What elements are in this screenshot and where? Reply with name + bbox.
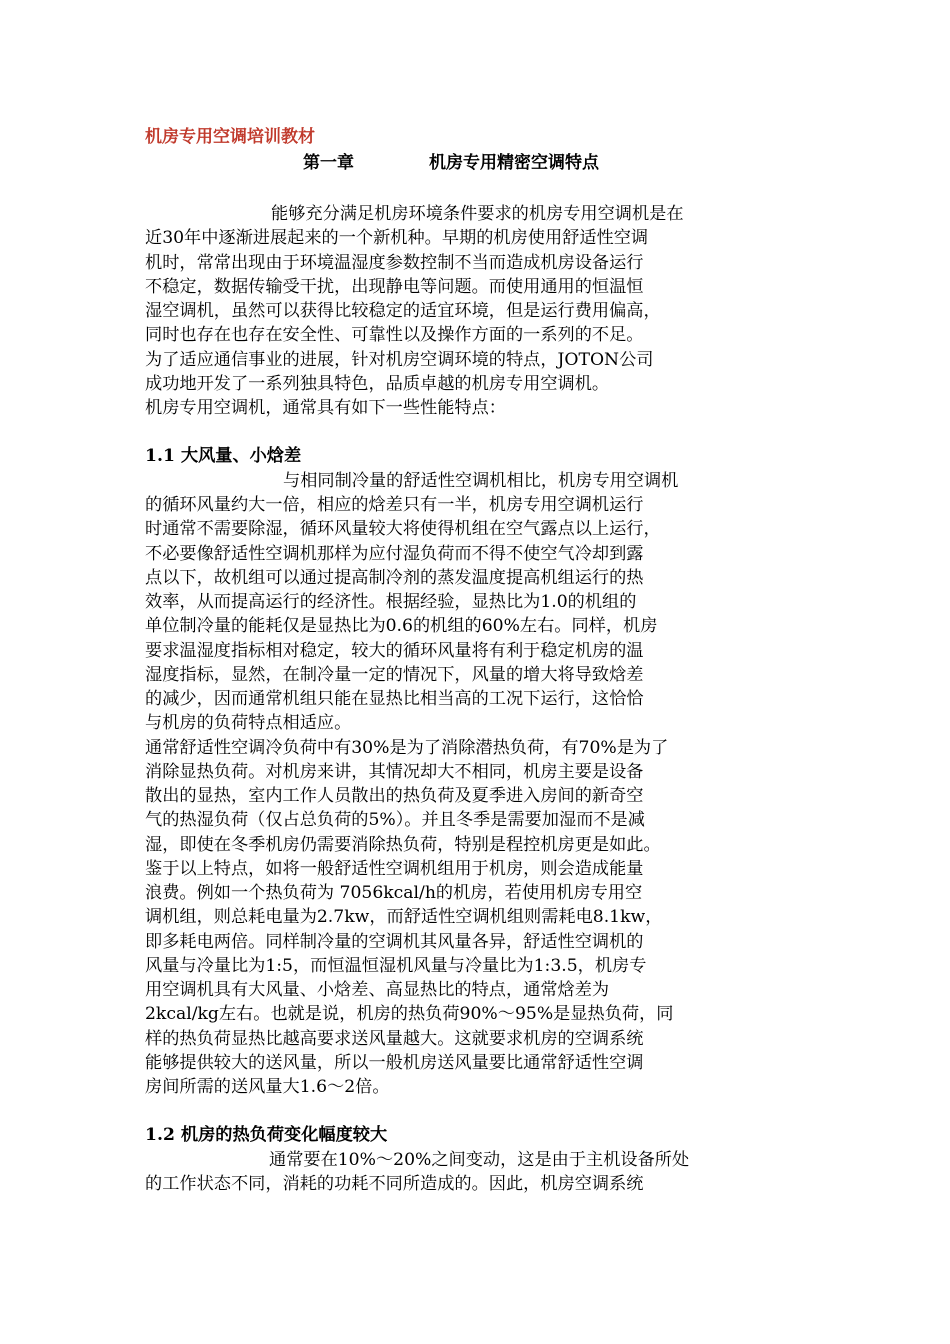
text-line: 即多耗电两倍。同样制冷量的空调机其风量各异，舒适性空调机的 xyxy=(145,931,644,952)
text-line: 湿空调机，虽然可以获得比较稳定的适宜环境，但是运行费用偏高， xyxy=(145,301,661,321)
section-1-2-paragraph xyxy=(145,1148,805,1197)
text-line: 2kcal/kg左右。也就是说，机房的热负荷90%～95%是显热负荷，同 xyxy=(145,1004,674,1025)
text-line: 时通常不需要除湿，循环风量较大将使得机组在空气露点以上运行， xyxy=(145,519,661,540)
text-line: 鉴于以上特点，如将一般舒适性空调机组用于机房，则会造成能量 xyxy=(145,858,644,879)
section-heading-1-1: 1.1 大风量、小焓差 xyxy=(145,446,302,467)
text-line: 湿度指标，显然，在制冷量一定的情况下，风量的增大将导致焓差 xyxy=(145,664,644,685)
document-title: 机房专用空调培训教材 xyxy=(145,127,315,147)
text-line: 湿，即使在冬季机房仍需要消除热负荷，特别是程控机房更是如此。 xyxy=(145,834,661,855)
text-line: 的工作状态不同，消耗的功耗不同所造成的。因此，机房空调系统 xyxy=(145,1174,644,1194)
text-line: 用空调机具有大风量、小焓差、高显热比的特点，通常焓差为 xyxy=(145,980,610,1000)
text-line: 机房专用空调机，通常具有如下一些性能特点： xyxy=(145,398,506,418)
text-line: 浪费。例如一个热负荷为 7056kcal/h的机房，若使用机房专用空 xyxy=(145,883,643,903)
section-heading-1-2: 1.2 机房的热负荷变化幅度较大 xyxy=(145,1125,388,1146)
text-line: 同时也存在也存在安全性、可靠性以及操作方面的一系列的不足。 xyxy=(145,325,644,346)
text-line: 要求温湿度指标相对稳定，较大的循环风量将有利于稳定机房的温 xyxy=(145,640,644,661)
section-1-1-paragraph-2 xyxy=(145,736,805,1100)
text-line: 散出的显热，室内工作人员散出的热负荷及夏季进入房间的新奇空 xyxy=(145,786,644,806)
text-line: 点以下，故机组可以通过提高制冷剂的蒸发温度提高机组运行的热 xyxy=(145,567,644,588)
text-line: 风量与冷量比为1:5，而恒温恒湿机风量与冷量比为1:3.5，机房专 xyxy=(145,955,647,976)
text-line: 为了适应通信事业的进展，针对机房空调环境的特点，JOTON公司 xyxy=(145,349,654,370)
text-line: 的循环风量约大一倍，相应的焓差只有一半，机房专用空调机运行 xyxy=(145,495,644,515)
text-line: 机时，常常出现由于环境温湿度参数控制不当而造成机房设备运行 xyxy=(145,252,644,273)
text-line: 近30年中逐渐进展起来的一个新机种。早期的机房使用舒适性空调 xyxy=(145,228,649,249)
text-line: 单位制冷量的能耗仅是显热比为0.6的机组的60%左右。同样，机房 xyxy=(145,616,658,637)
document-page xyxy=(145,124,805,1196)
text-line: 的减少，因而通常机组只能在显热比相当高的工况下运行，这恰恰 xyxy=(145,689,644,709)
text-line: 不稳定，数据传输受干扰，出现静电等问题。而使用通用的恒温恒 xyxy=(145,276,644,297)
text-line: 样的热负荷显热比越高要求送风量越大。这就要求机房的空调系统 xyxy=(145,1028,644,1049)
chapter-heading xyxy=(303,150,805,176)
text-line: 通常要在10%～20%之间变动，这是由于主机设备所处 xyxy=(269,1149,690,1170)
text-line: 不必要像舒适性空调机那样为应付湿负荷而不得不使空气冷却到露 xyxy=(145,543,644,564)
text-line: 房间所需的送风量大1.6～2倍。 xyxy=(145,1077,390,1097)
text-line: 与相同制冷量的舒适性空调机相比，机房专用空调机 xyxy=(283,470,679,491)
text-line: 成功地开发了一系列独具特色，品质卓越的机房专用空调机。 xyxy=(145,373,610,394)
text-line: 通常舒适性空调冷负荷中有30%是为了消除潜热负荷，有70%是为了 xyxy=(145,737,669,758)
text-line: 气的热湿负荷（仅占总负荷的5%）。并且冬季是需要加湿而不是减 xyxy=(145,810,645,831)
section-1-1-paragraph-1 xyxy=(145,469,805,736)
text-line: 能够提供较大的送风量，所以一般机房送风量要比通常舒适性空调 xyxy=(145,1052,644,1073)
chapter-number: 第一章 xyxy=(303,153,354,173)
intro-paragraph xyxy=(145,202,805,420)
text-line: 效率，从而提高运行的经济性。根据经验，显热比为1.0的机组的 xyxy=(145,592,637,612)
text-line: 调机组，则总耗电量为2.7kw，而舒适性空调机组则需耗电8.1kw， xyxy=(145,907,663,928)
text-line: 消除显热负荷。对机房来讲，其情况却大不相同，机房主要是设备 xyxy=(145,761,644,782)
text-line: 与机房的负荷特点相适应。 xyxy=(145,713,352,734)
text-line: 能够充分满足机房环境条件要求的机房专用空调机是在 xyxy=(271,204,684,224)
chapter-title: 机房专用精密空调特点 xyxy=(429,153,599,173)
